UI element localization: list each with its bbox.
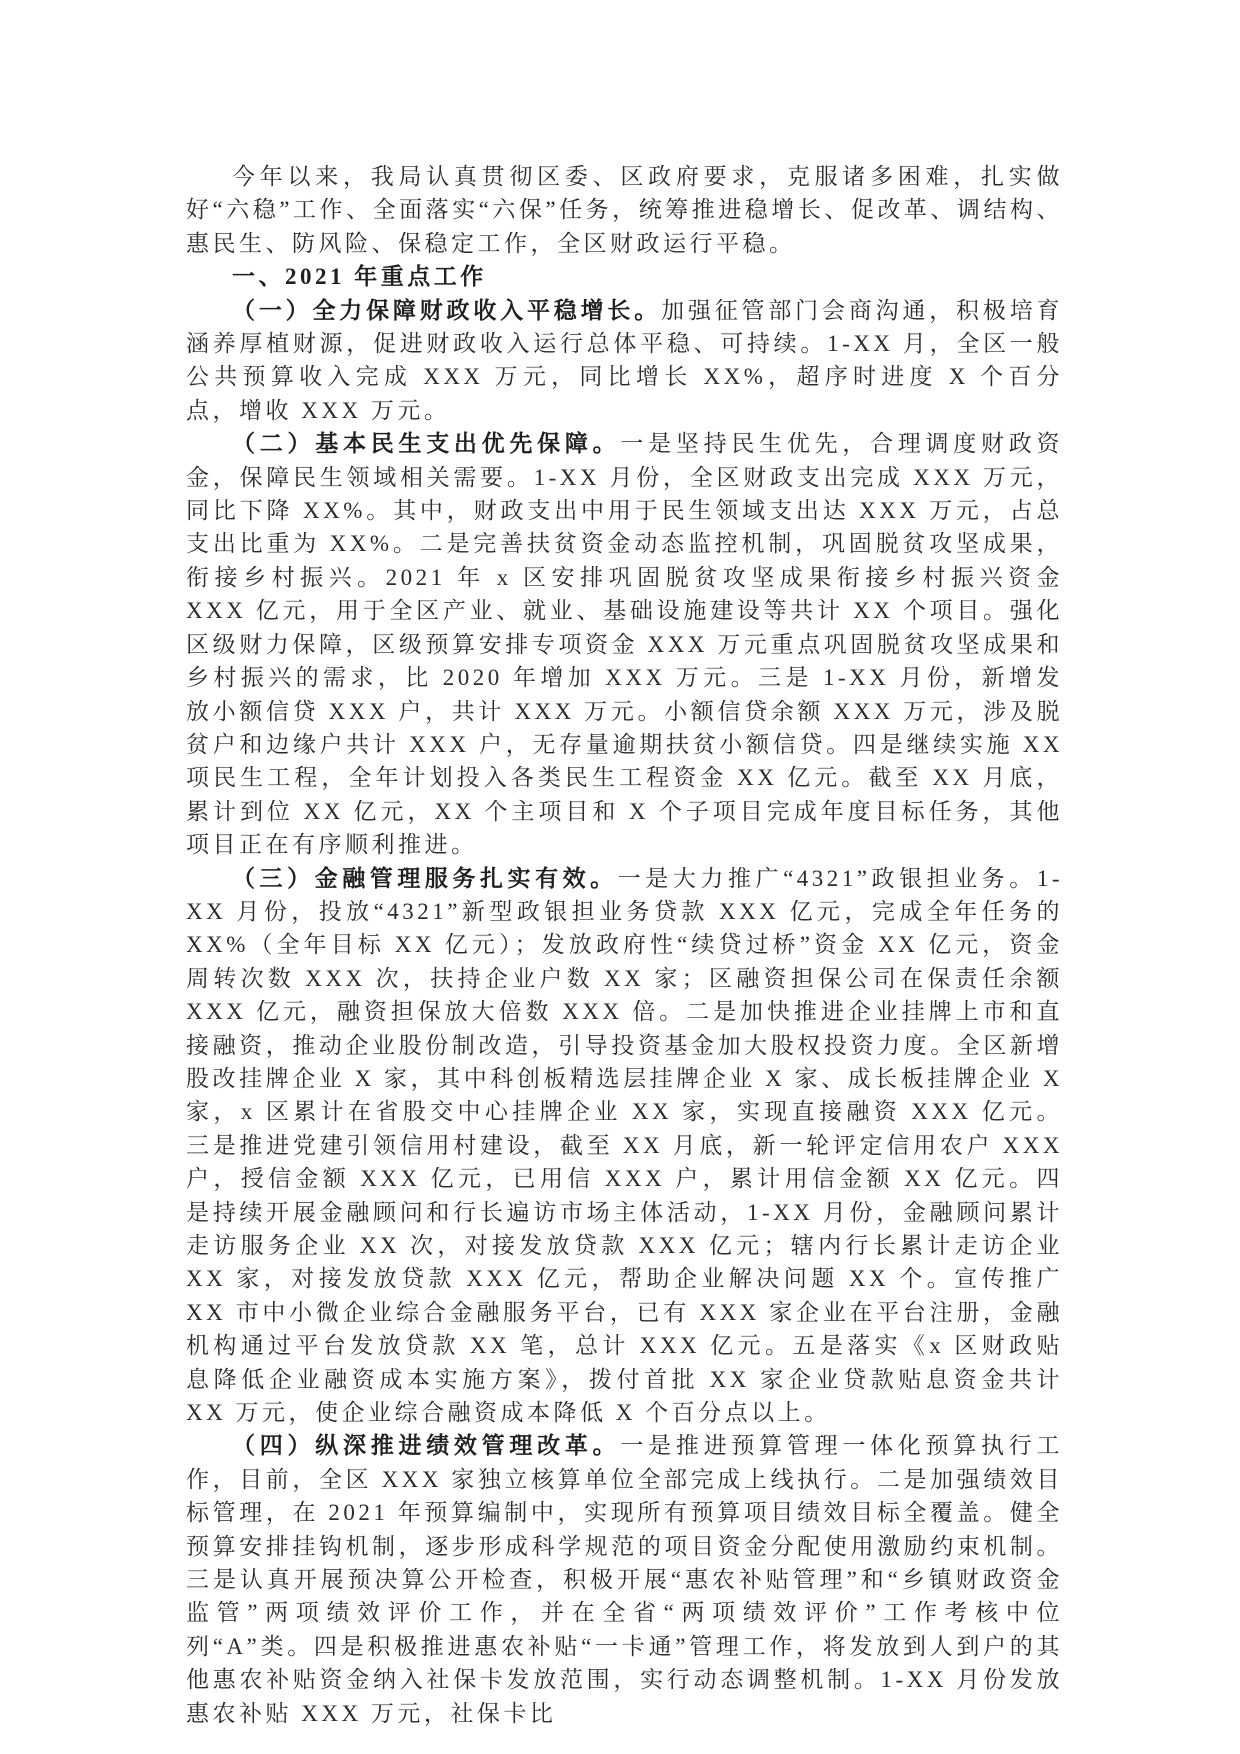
- subsection-3-title: （三）金融管理服务扎实有效。: [232, 865, 618, 891]
- subsection-4: [186, 1429, 1063, 1730]
- subsection-4-title: （四）纵深推进绩效管理改革。: [232, 1433, 621, 1459]
- intro-paragraph: 今年以来，我局认真贯彻区委、区政府要求，克服诸多困难，扎实做好“六稳”工作、全面落实“六保”任务，统筹推进稳增长、促改革、调结构、惠民生、防风险、保稳定工作，全区财政运行平稳。: [186, 164, 1063, 256]
- section-heading: 一、2021 年重点工作: [232, 264, 487, 290]
- subsection-1-body: 加强征管部门会商沟通，积极培育涵养厚植财源，促进财政收入运行总体平稳、可持续。1-XX 月，全区一般公共预算收入完成 XXX 万元，同比增长 XX%，超序时进度 X 个百分点，增收 XXX 万元。: [186, 297, 1064, 423]
- subsection-2-body: 一是坚持民生优先，合理调度财政资金，保障民生领域相关需要。1-XX 月份，全区财政支出完成 XXX 万元，同比下降 XX%。其中，财政支出中用于民生领域支出达 XXX 万元，占总支出比重为 XX%。二是完善扶贫资金动态监控机制，巩固脱贫攻坚成果，衔接乡村振兴。2021 年 x 区安排巩固脱贫攻坚成果衔接乡村振兴资金 XXX 亿元，用于全区产业、就业、基础设施建设等共计 XX 个项目。强化区级财力保障，区级预算安排专项资金 XXX 万元重点巩固脱贫攻坚成果和乡村振兴的需求，比 2020 年增加 XXX 万元。三是 1-XX 月份，新增发放小额信贷 XXX 户，共计 XXX 万元。小额信贷余额 XXX 万元，涉及脱贫户和边缘户共计 XXX 户，无存量逾期扶贫小额信贷。四是继续实施 XX 项民生工程，全年计划投入各类民生工程资金 XX 亿元。截至 XX 月底，累计到位 XX 亿元，XX 个主项目和 X 个子项目完成年度目标任务，其他项目正在有序顺利推进。: [186, 431, 1064, 858]
- subsection-3: [186, 862, 1063, 1430]
- subsection-3-body: 一是大力推广“4321”政银担业务。1-XX 月份，投放“4321”新型政银担业务贷款 XXX 亿元，完成全年任务的 XX%（全年目标 XX 亿元）；发放政府性“续贷过桥”资金 XX 亿元，资金周转次数 XXX 次，扶持企业户数 XX 家；区融资担保公司在保责任余额 XXX 亿元，融资担保放大倍数 XXX 倍。二是加快推进企业挂牌上市和直接融资，推动企业股份制改造，引导投资基金加大股权投资力度。全区新增股改挂牌企业 X 家，其中科创板精选层挂牌企业 X 家、成长板挂牌企业 X 家，x 区累计在省股交中心挂牌企业 XX 家，实现直接融资 XXX 亿元。三是推进党建引领信用村建设，截至 XX 月底，新一轮评定信用农户 XXX 户，授信金额 XXX 亿元，已用信 XXX 户，累计用信金额 XX 亿元。四是持续开展金融顾问和行长遍访市场主体活动，1-XX 月份，金融顾问累计走访服务企业 XX 次，对接发放贷款 XXX 亿元；辖内行长累计走访企业 XX 家，对接发放贷款 XXX 亿元，帮助企业解决问题 XX 个。宣传推广 XX 市中小微企业综合金融服务平台，已有 XXX 家企业在平台注册，金融机构通过平台发放贷款 XX 笔，总计 XXX 亿元。五是落实《x 区财政贴息降低企业融资成本实施方案》，拨付首批 XX 家企业贷款贴息资金共计 XX 万元，使企业综合融资成本降低 X 个百分点以上。: [186, 865, 1064, 1426]
- subsection-1-title: （一）全力保障财政收入平稳增长。: [232, 297, 662, 323]
- subsection-2: [186, 427, 1063, 861]
- subsection-2-title: （二）基本民生支出优先保障。: [232, 431, 621, 457]
- subsection-1: [186, 294, 1063, 428]
- subsection-4-body: 一是推进预算管理一体化预算执行工作，目前，全区 XXX 家独立核算单位全部完成上线执行。二是加强绩效目标管理，在 2021 年预算编制中，实现所有预算项目绩效目标全覆盖。健全预算安排挂钩机制，逐步形成科学规范的项目资金分配使用激励约束机制。三是认真开展预决算公开检查，积极开展“惠农补贴管理”和“乡镇财政资金监管”两项绩效评价工作，并在全省“两项绩效评价”工作考核中位列“A”类。四是积极推进惠农补贴“一卡通”管理工作，将发放到人到户的其他惠农补贴资金纳入社保卡发放范围，实行动态调整机制。1-XX 月份发放惠农补贴 XXX 万元，社保卡比: [186, 1433, 1064, 1726]
